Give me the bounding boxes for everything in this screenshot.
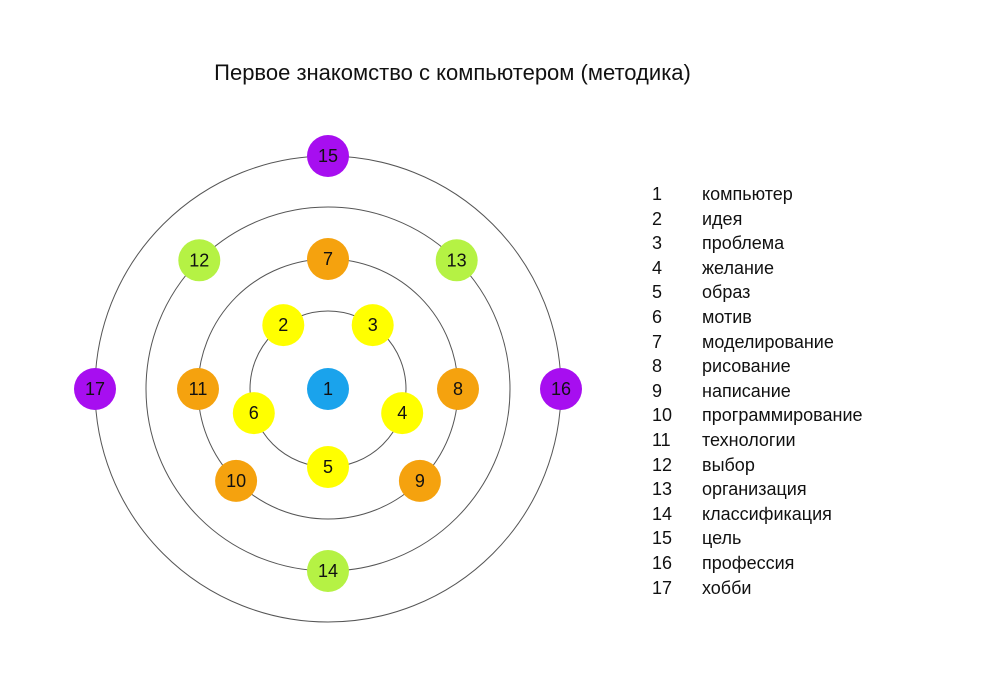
node-label-17: 17 — [84, 379, 106, 399]
node-label-5: 5 — [322, 457, 334, 477]
node-label-6: 6 — [248, 403, 259, 424]
diagram-title: Первое знакомство с компьютером (методика) — [214, 60, 691, 85]
legend-text: профессия — [702, 552, 795, 573]
legend-item — [652, 551, 863, 576]
legend-item — [652, 280, 863, 305]
legend-number: 14 — [652, 503, 673, 524]
node-label-3: 3 — [367, 315, 378, 336]
node-label-10: 10 — [226, 470, 247, 491]
node-label-4: 4 — [397, 403, 408, 424]
legend-text: мотив — [702, 306, 752, 327]
legend-item — [652, 207, 863, 232]
legend-number: 15 — [652, 528, 673, 549]
node-14 — [307, 550, 349, 592]
node-9 — [399, 460, 441, 502]
node-11 — [177, 368, 219, 410]
legend-text: моделирование — [702, 331, 834, 352]
legend-text: хобби — [702, 577, 752, 598]
legend-item — [652, 182, 863, 207]
node-1 — [307, 368, 349, 410]
legend-text: написание — [702, 380, 791, 401]
node-5 — [307, 446, 349, 488]
node-label-16: 16 — [550, 379, 572, 399]
node-label-8: 8 — [452, 379, 464, 399]
legend-number: 11 — [652, 429, 671, 450]
legend-item — [652, 256, 863, 281]
node-label-7: 7 — [322, 249, 334, 269]
legend-item — [652, 576, 863, 601]
node-12 — [178, 239, 220, 281]
node-label-11: 11 — [188, 379, 208, 399]
legend-number: 10 — [652, 405, 673, 426]
node-label-13: 13 — [446, 250, 467, 271]
legend-text: цель — [702, 528, 742, 549]
node-label-2: 2 — [278, 315, 289, 336]
legend — [652, 182, 863, 600]
node-label-1: 1 — [322, 379, 334, 399]
legend-number: 5 — [652, 282, 663, 303]
node-16 — [540, 368, 582, 410]
legend-item — [652, 354, 863, 379]
node-2 — [262, 304, 304, 346]
legend-item — [652, 428, 863, 453]
node-7 — [307, 238, 349, 280]
node-4 — [381, 392, 423, 434]
node-3 — [352, 304, 394, 346]
node-8 — [437, 368, 479, 410]
legend-item — [652, 526, 863, 551]
legend-number: 8 — [652, 356, 663, 377]
legend-number: 13 — [652, 479, 673, 500]
legend-number: 6 — [652, 306, 663, 327]
legend-item — [652, 477, 863, 502]
legend-number: 2 — [652, 208, 663, 229]
legend-text: рисование — [702, 356, 791, 377]
legend-number: 3 — [652, 233, 663, 254]
node-13 — [436, 239, 478, 281]
legend-number: 16 — [652, 552, 673, 573]
legend-text: программирование — [702, 405, 863, 426]
node-label-9: 9 — [414, 470, 425, 491]
node-15 — [307, 135, 349, 177]
legend-text: желание — [702, 257, 774, 278]
legend-number: 4 — [652, 257, 663, 278]
node-label-15: 15 — [317, 146, 339, 166]
legend-text: идея — [702, 208, 743, 229]
legend-text: выбор — [702, 454, 755, 475]
legend-number: 17 — [652, 577, 673, 598]
legend-number: 7 — [652, 331, 663, 352]
node-label-14: 14 — [317, 561, 339, 581]
node-6 — [233, 392, 275, 434]
legend-text: образ — [702, 282, 751, 303]
legend-item — [652, 453, 863, 478]
legend-item — [652, 305, 863, 330]
legend-item — [652, 403, 863, 428]
legend-text: проблема — [702, 233, 785, 254]
legend-item — [652, 330, 863, 355]
legend-number: 9 — [652, 380, 663, 401]
legend-text: организация — [702, 479, 807, 500]
legend-number: 12 — [652, 454, 673, 475]
legend-item — [652, 231, 863, 256]
legend-item — [652, 502, 863, 527]
legend-text: технологии — [702, 429, 796, 450]
legend-text: компьютер — [702, 184, 793, 204]
node-label-12: 12 — [189, 250, 210, 271]
legend-text: классификация — [702, 503, 832, 524]
node-17 — [74, 368, 116, 410]
legend-number: 1 — [652, 184, 663, 204]
legend-item — [652, 379, 863, 404]
node-10 — [215, 460, 257, 502]
